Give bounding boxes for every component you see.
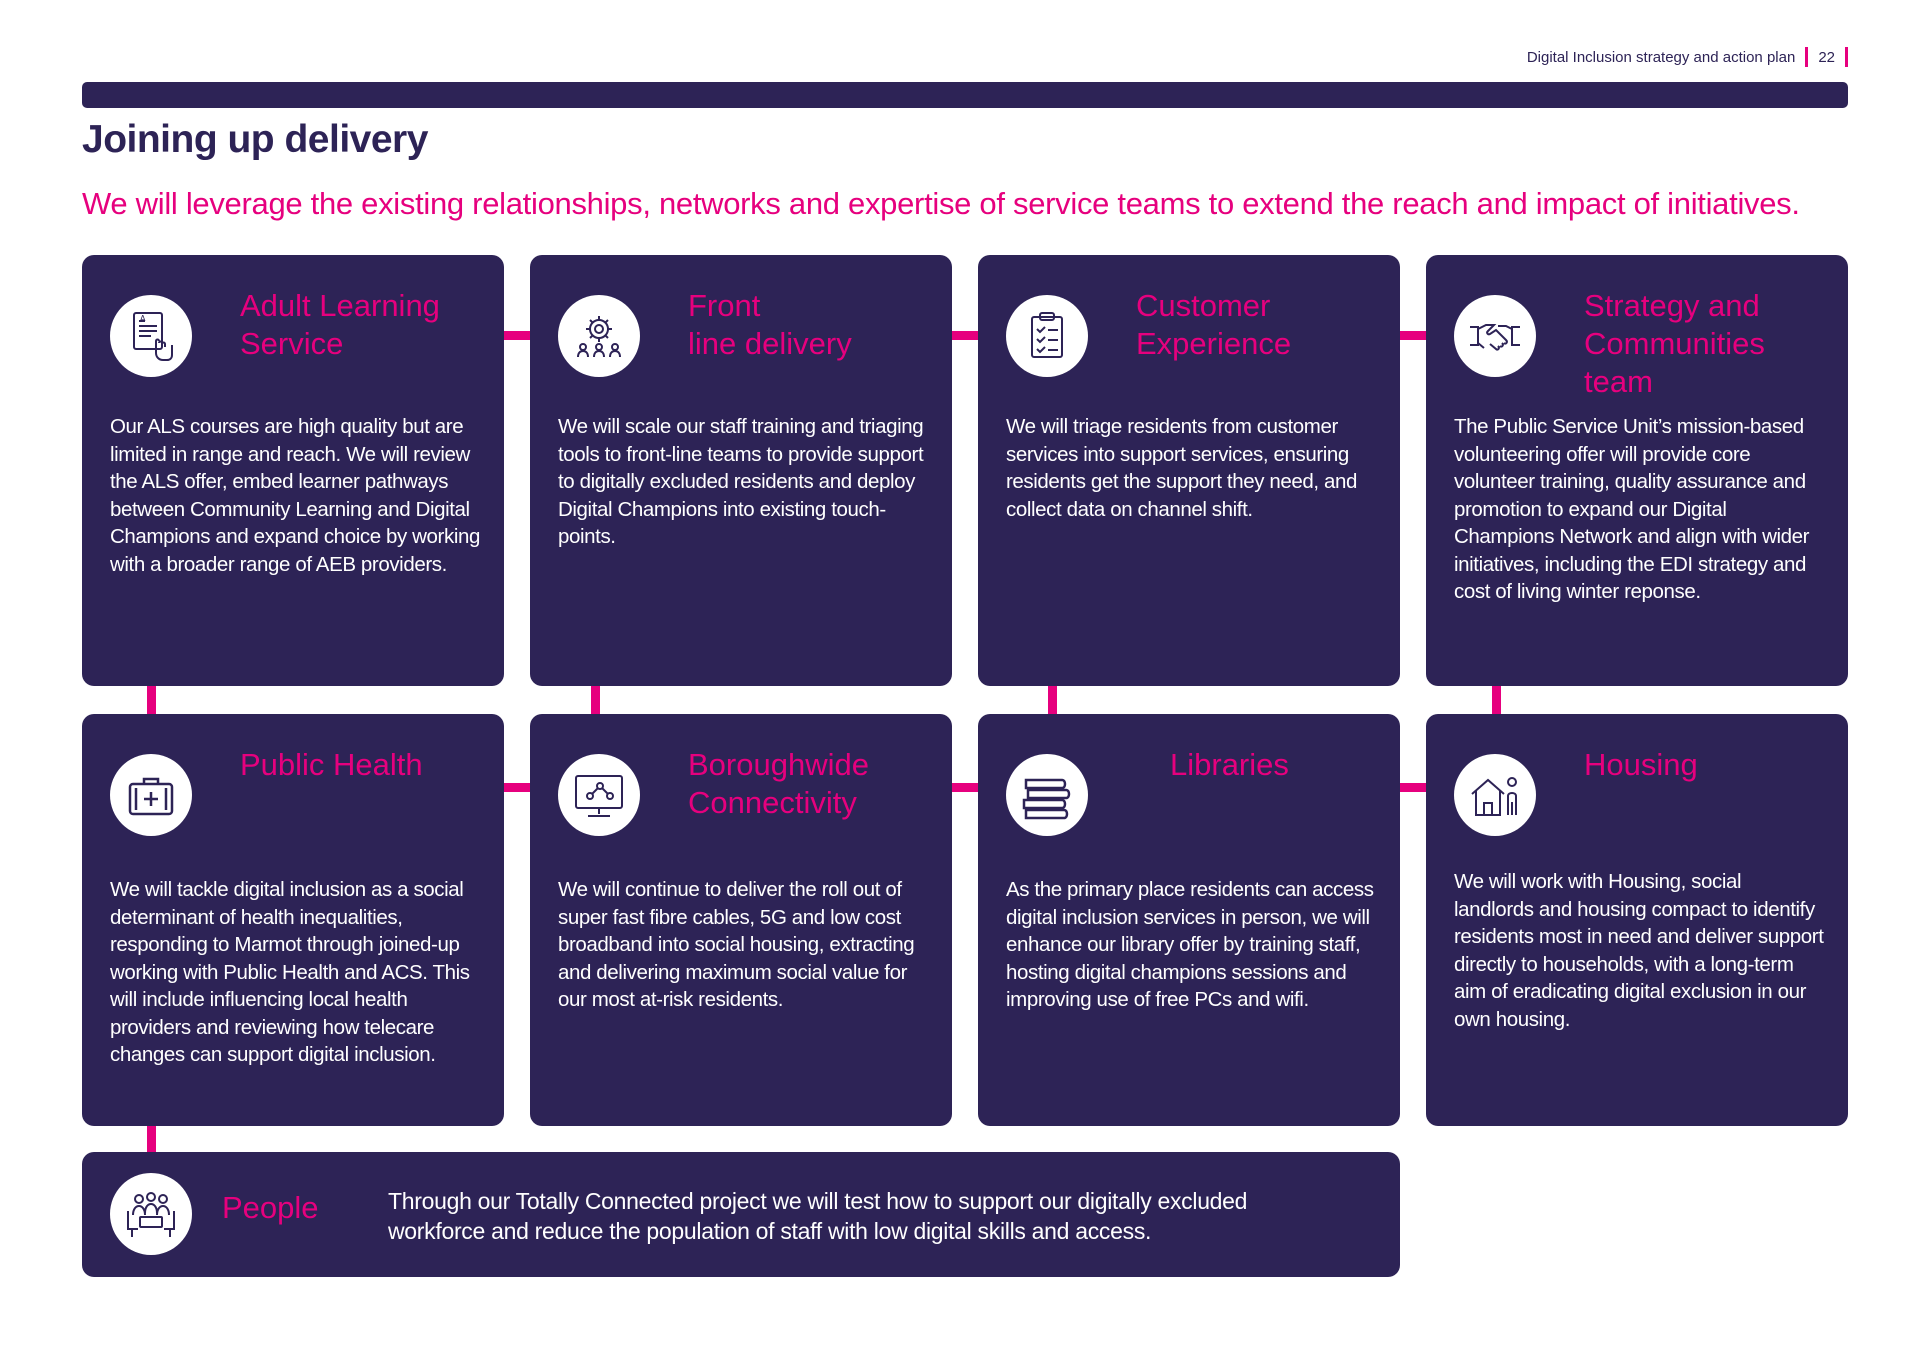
card-title bbox=[688, 287, 938, 363]
card-title-line: Strategy and bbox=[1584, 288, 1760, 323]
svg-text:A: A bbox=[140, 314, 146, 323]
books-stack-icon bbox=[1006, 754, 1088, 836]
connector bbox=[1048, 686, 1057, 714]
card-title bbox=[1584, 287, 1834, 401]
connector bbox=[504, 783, 530, 792]
card-title-line: Service bbox=[240, 326, 344, 361]
people-meeting-icon bbox=[110, 1173, 192, 1255]
card-title-line: Adult Learning bbox=[240, 288, 440, 323]
card-body: We will continue to deliver the roll out of super fast fibre cables, 5G and low cost broadband into social housing, extracting and delivering maximum social value for our most at-risk residents. bbox=[558, 878, 915, 1011]
connector bbox=[147, 1126, 156, 1152]
network-monitor-icon bbox=[558, 754, 640, 836]
card-body: We will work with Housing, social landlords and housing compact to identify residents most in need and deliver support directly to households, with a long-term aim of eradicating digital exclusion in our own housing. bbox=[1454, 870, 1824, 1031]
clipboard-checklist-icon bbox=[1006, 295, 1088, 377]
people-title: People bbox=[222, 1190, 319, 1225]
card-body: The Public Service Unit’s mission-based volunteering offer will provide core volunteer training, quality assurance and promotion to expand our Digital Champions Network and align with wider initiatives, including the EDI strategy and cost of living winter reponse. bbox=[1454, 415, 1810, 603]
card-boroughwide-connectivity bbox=[530, 714, 952, 1126]
page-title: Joining up delivery bbox=[82, 118, 428, 161]
page-subtitle: We will leverage the existing relationships, networks and expertise of service teams to extend the reach and impact of initiatives. bbox=[82, 186, 1800, 221]
page-number: 22 bbox=[1818, 48, 1835, 66]
card-title bbox=[240, 287, 490, 363]
card-front-line-delivery bbox=[530, 255, 952, 686]
document-title: Digital Inclusion strategy and action plan bbox=[1526, 48, 1796, 66]
card-housing bbox=[1426, 714, 1848, 1126]
card-title bbox=[1136, 287, 1386, 363]
header-divider-end bbox=[1845, 47, 1848, 67]
card-body: As the primary place residents can access digital inclusion services in person, we will enhance our library offer by training staff, hosting digital champions sessions and improving use of free PCs and wifi. bbox=[1006, 878, 1374, 1011]
card-libraries bbox=[978, 714, 1400, 1126]
card-strategy-and-communities-team bbox=[1426, 255, 1848, 686]
connector bbox=[504, 331, 530, 340]
card-title-line: Libraries bbox=[1170, 747, 1289, 782]
house-person-icon bbox=[1454, 754, 1536, 836]
card-body: We will triage residents from customer services into support services, ensuring residents get the support they need, and collect data on channel shift. bbox=[1006, 415, 1357, 521]
card-title bbox=[1584, 746, 1834, 784]
connector bbox=[591, 686, 600, 714]
card-title-line: Customer bbox=[1136, 288, 1271, 323]
card-title-line: Public Health bbox=[240, 747, 423, 782]
card-customer-experience bbox=[978, 255, 1400, 686]
card-title bbox=[1170, 746, 1420, 784]
connector bbox=[952, 331, 978, 340]
connector bbox=[1400, 331, 1426, 340]
card-public-health bbox=[82, 714, 504, 1126]
connector bbox=[952, 783, 978, 792]
card-title-line: line delivery bbox=[688, 326, 852, 361]
card-title bbox=[240, 746, 490, 784]
card-body: We will scale our staff training and triaging tools to front-line teams to provide support to digitally excluded residents and deploy Digital Champions into existing touch-points. bbox=[558, 415, 924, 548]
connector bbox=[1400, 783, 1426, 792]
people-body: Through our Totally Connected project we will test how to support our digitally excluded workforce and reduce the population of staff with low digital skills and access. bbox=[388, 1188, 1248, 1244]
card-title-line: Housing bbox=[1584, 747, 1698, 782]
card-body: We will tackle digital inclusion as a social determinant of health inequalities, responding to Marmot through joined-up working with Public Health and ACS. This will include influencing local health providers and reviewing how telecare changes can support digital inclusion. bbox=[110, 878, 470, 1066]
connector bbox=[147, 686, 156, 714]
card-body: Our ALS courses are high quality but are limited in range and reach. We will review the ALS offer, embed learner pathways between Community Learning and Digital Champions and expand choice by working with a broader range of AEB providers. bbox=[110, 415, 480, 576]
card-people bbox=[82, 1152, 1400, 1277]
connector bbox=[1492, 686, 1501, 714]
handshake-icon bbox=[1454, 295, 1536, 377]
document-touch-icon bbox=[110, 295, 192, 377]
card-title bbox=[688, 746, 938, 822]
medical-kit-icon bbox=[110, 754, 192, 836]
card-adult-learning-service bbox=[82, 255, 504, 686]
card-title-line: Front bbox=[688, 288, 761, 323]
team-gear-icon bbox=[558, 295, 640, 377]
card-title-line: Communities bbox=[1584, 326, 1765, 361]
top-band bbox=[82, 82, 1848, 108]
card-title-line: Connectivity bbox=[688, 785, 857, 820]
header-divider bbox=[1805, 47, 1808, 67]
page-header bbox=[1527, 47, 1848, 67]
card-title-line: Boroughwide bbox=[688, 747, 869, 782]
card-title-line: team bbox=[1584, 364, 1653, 399]
card-title-line: Experience bbox=[1136, 326, 1292, 361]
